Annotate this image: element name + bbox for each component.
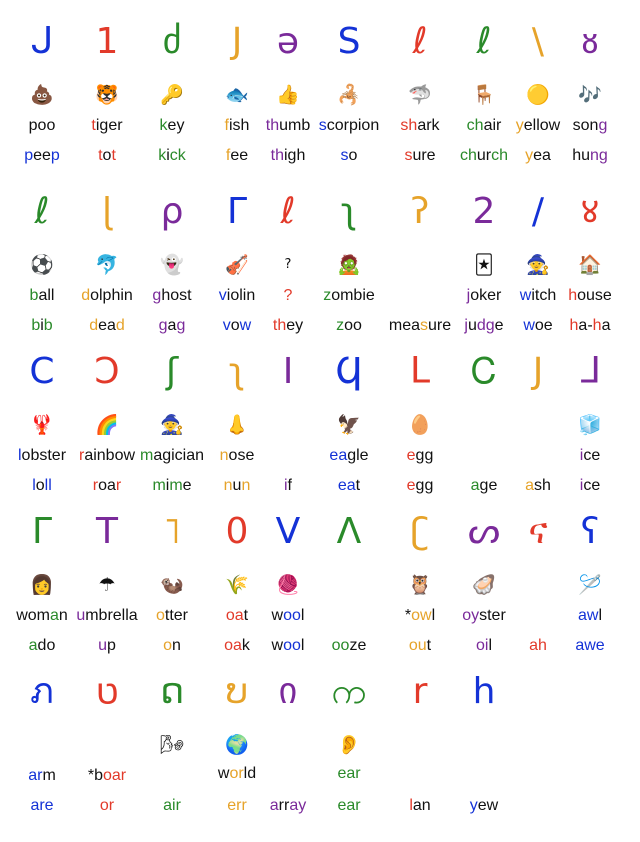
witch-icon: 🧙 <box>526 254 550 276</box>
example-word <box>538 606 640 626</box>
word-segment: air <box>163 797 181 814</box>
word-segment: g <box>176 317 186 334</box>
word-segment: j <box>466 287 471 304</box>
word-segment: i <box>165 477 170 494</box>
word-segment: g <box>158 317 168 334</box>
letter-glyph: ℓ <box>280 191 296 232</box>
word-segment: z <box>323 287 332 304</box>
word-segment: th <box>272 317 287 334</box>
word-segment: dg <box>476 317 495 334</box>
word-segment: ea <box>329 447 348 464</box>
word-segment: ure <box>428 317 452 334</box>
word-segment: ey <box>286 317 304 334</box>
letter-glyph: ʅ <box>228 351 246 392</box>
rainbow-icon: 🌈 <box>95 414 119 436</box>
word-segment: i <box>166 147 170 164</box>
word-segment: itch <box>531 287 557 304</box>
word-segment: wom <box>16 607 50 624</box>
word-segment: n <box>172 637 181 654</box>
letter-glyph: C <box>29 351 55 392</box>
question-icon: ? <box>284 257 292 272</box>
example-word <box>538 116 640 136</box>
key-icon: 🔑 <box>160 84 184 106</box>
word-segment: ure <box>412 147 436 164</box>
word-segment: f <box>224 117 229 134</box>
word-segment: rr <box>278 797 290 814</box>
word-segment: m <box>139 447 154 464</box>
letter-cell <box>452 672 516 822</box>
word-segment: oa <box>224 637 242 654</box>
word-segment: t <box>98 147 103 164</box>
word-segment: e <box>406 477 416 494</box>
word-segment: ainbow <box>84 447 136 464</box>
word-segment: poo <box>28 117 56 134</box>
music-notes-icon: 🎶 <box>578 84 602 106</box>
soccer-ball-icon: ⚽ <box>30 254 54 276</box>
word-segment: o <box>155 607 165 624</box>
word-segment: ch <box>491 147 509 164</box>
word-segment: oa <box>225 607 244 624</box>
word-segment: ce <box>583 477 601 494</box>
word-segment: m <box>42 767 56 784</box>
house-icon: 🏠 <box>578 254 602 276</box>
word-segment: * <box>404 607 412 624</box>
letter-glyph: \ <box>531 21 545 62</box>
letter-glyph: ρ <box>160 191 184 232</box>
zombie-icon: 🧟 <box>337 254 361 276</box>
word-segment: air <box>483 117 502 134</box>
word-segment: b <box>29 287 39 304</box>
word-segment: d <box>81 287 91 304</box>
word-segment: t <box>91 117 96 134</box>
word-segment: n <box>241 477 251 494</box>
word-segment: k <box>159 117 168 134</box>
word-segment: e <box>182 477 192 494</box>
word-segment: v <box>218 287 227 304</box>
word-segment: ar <box>28 767 43 784</box>
word-segment: t <box>426 637 432 654</box>
word-segment: n <box>219 447 229 464</box>
letter-glyph: ʅ <box>340 191 358 232</box>
letter-glyph: V <box>275 511 301 552</box>
letter-cell <box>558 22 622 172</box>
scorpion-icon: 🦂 <box>337 84 361 106</box>
word-segment: o <box>35 477 45 494</box>
word-segment: ce <box>583 447 601 464</box>
sound-word <box>538 636 640 656</box>
letter-glyph: ᔕ <box>467 511 501 552</box>
word-segment: b <box>43 317 53 334</box>
word-segment: ee <box>33 147 51 164</box>
letter-glyph: h <box>472 671 496 712</box>
shark-icon: 🦈 <box>408 84 432 106</box>
letter-glyph: ɭ <box>101 191 113 232</box>
letter-glyph: ი <box>278 671 298 712</box>
word-segment: olphin <box>90 287 133 304</box>
word-segment: s <box>340 147 349 164</box>
word-segment: a <box>525 477 534 494</box>
letter-glyph: က <box>331 671 367 712</box>
word-segment: hu <box>572 147 590 164</box>
word-segment: r <box>92 477 99 494</box>
word-segment: w <box>519 287 532 304</box>
word-segment: ur <box>476 147 492 164</box>
word-segment: f <box>287 477 292 494</box>
example-word <box>297 286 401 306</box>
word-segment: ll <box>44 477 52 494</box>
letter-glyph: Ꮯ <box>471 351 497 392</box>
word-segment: oker <box>470 287 502 304</box>
word-segment: l <box>431 607 436 624</box>
sound-word <box>432 796 536 816</box>
word-segment: l <box>300 607 305 624</box>
word-segment: p <box>50 147 60 164</box>
word-segment: i <box>40 317 44 334</box>
word-segment: o <box>163 637 172 654</box>
nose-icon: 👃 <box>225 414 249 436</box>
word-segment: m <box>169 477 183 494</box>
word-segment: host <box>161 287 192 304</box>
letter-cell <box>558 192 622 342</box>
word-segment: ah <box>529 637 547 654</box>
word-segment: y <box>469 797 478 814</box>
letter-glyph: ʃ <box>165 351 179 392</box>
word-segment: mbrella <box>85 607 138 624</box>
word-segment: o <box>348 147 358 164</box>
word-segment: w <box>217 765 230 782</box>
word-segment: m <box>152 477 166 494</box>
chair-icon: 🪑 <box>472 84 496 106</box>
word-segment: u <box>467 317 477 334</box>
letter-glyph: Λ <box>336 511 362 552</box>
word-segment: y <box>515 117 524 134</box>
word-segment: igh <box>283 147 306 164</box>
letter-glyph: ט <box>95 671 119 712</box>
word-segment: n <box>223 477 233 494</box>
word-segment: ear <box>337 765 361 782</box>
letter-glyph: ძ <box>162 21 182 62</box>
word-segment: awe <box>575 637 605 654</box>
word-segment: gg <box>415 477 434 494</box>
word-segment: i <box>283 477 288 494</box>
letter-glyph: / <box>531 191 545 232</box>
word-segment: ea <box>533 147 551 164</box>
word-segment: i <box>579 477 584 494</box>
word-segment: or <box>99 797 115 814</box>
word-segment: agician <box>153 447 205 464</box>
word-segment: ge <box>479 477 498 494</box>
word-segment: ng <box>590 147 608 164</box>
word-segment: err <box>227 797 247 814</box>
letter-glyph: ʕ <box>580 511 600 552</box>
awl-needle-icon: 🪡 <box>578 574 602 596</box>
word-segment: g <box>598 117 608 134</box>
word-segment: d <box>89 317 99 334</box>
word-segment: a <box>470 477 480 494</box>
word-segment: oo <box>344 317 362 334</box>
word-segment: u <box>98 637 107 654</box>
word-segment: *b <box>87 767 103 784</box>
word-segment: k <box>241 637 250 654</box>
word-segment: f <box>225 147 231 164</box>
letter-glyph: Ϥ <box>335 351 363 392</box>
letter-glyph: Γ <box>31 511 53 552</box>
sound-word <box>538 476 640 496</box>
sound-word <box>538 316 640 336</box>
word-segment: ish <box>229 117 250 134</box>
word-segment: ch <box>466 117 484 134</box>
word-segment: o <box>102 147 112 164</box>
word-segment: s <box>420 317 428 334</box>
word-segment: oi <box>475 637 489 654</box>
word-segment: t <box>355 477 361 494</box>
letter-glyph: ᒧ <box>579 351 601 392</box>
word-segment: l <box>17 447 22 464</box>
letter-glyph: ə <box>276 21 300 62</box>
word-segment: th <box>265 117 280 134</box>
wind-icon: 🌬 <box>159 734 185 756</box>
word-segment: a- <box>578 317 593 334</box>
word-segment: ck <box>169 147 186 164</box>
sound-word <box>538 146 640 166</box>
word-segment: ea <box>98 317 116 334</box>
word-segment: oe <box>534 317 553 334</box>
letter-glyph: ℓ <box>476 21 492 62</box>
word-segment: do <box>37 637 56 654</box>
word-segment: h <box>568 287 578 304</box>
word-segment: ea <box>337 477 356 494</box>
example-word <box>538 446 640 466</box>
word-segment: s <box>318 117 327 134</box>
tiger-icon: 🐯 <box>95 84 119 106</box>
letter-glyph: Γ <box>226 191 248 232</box>
word-segment: l <box>488 637 492 654</box>
word-segment: ey <box>167 117 185 134</box>
letter-glyph: ດ <box>159 671 185 712</box>
word-segment: l <box>32 477 36 494</box>
word-segment: oa <box>98 477 116 494</box>
word-segment: h <box>569 317 579 334</box>
word-segment: ose <box>228 447 255 464</box>
word-segment: mea <box>388 317 420 334</box>
word-segment: an <box>412 797 431 814</box>
letter-glyph: Ɔ <box>94 351 120 392</box>
word-segment: obster <box>21 447 67 464</box>
dolphin-icon: 🐬 <box>95 254 119 276</box>
word-segment: v <box>222 317 231 334</box>
word-segment: are <box>30 797 54 814</box>
word-segment: all <box>38 287 55 304</box>
letter-glyph: T <box>96 511 118 552</box>
woman-icon: 👩 <box>30 574 54 596</box>
word-segment: w <box>271 607 284 624</box>
thumbs-up-icon: 👍 <box>276 84 300 106</box>
letter-glyph: ภ <box>30 671 54 712</box>
word-segment: w <box>523 317 535 334</box>
joker-card-icon: 🃏 <box>474 254 494 276</box>
word-segment: iolin <box>226 287 256 304</box>
word-segment: ze <box>349 637 367 654</box>
letter-glyph: 2 <box>472 191 496 232</box>
word-segment: ? <box>283 287 293 304</box>
word-segment: ay <box>289 797 307 814</box>
letter-glyph: J <box>532 351 544 392</box>
word-segment: n <box>58 607 68 624</box>
word-segment: l <box>409 797 413 814</box>
word-segment: u <box>232 477 242 494</box>
word-segment: th <box>270 147 284 164</box>
word-segment: a <box>49 607 59 624</box>
word-segment: ch <box>459 147 477 164</box>
word-segment: w <box>271 637 284 654</box>
word-segment: ark <box>417 117 440 134</box>
word-segment: a <box>601 317 611 334</box>
word-segment: t <box>111 147 116 164</box>
word-segment: s <box>404 147 413 164</box>
word-segment: oo <box>331 637 350 654</box>
word-segment: ouse <box>577 287 612 304</box>
letter-glyph: I <box>282 351 294 392</box>
word-segment: oy <box>462 607 480 624</box>
word-segment: ld <box>243 765 257 782</box>
word-segment: or <box>229 765 244 782</box>
word-segment: u <box>76 607 86 624</box>
egg-icon: 🥚 <box>408 414 432 436</box>
word-segment: l <box>598 607 602 624</box>
letter-glyph: ᴕ <box>581 21 599 62</box>
letter-glyph: ᒍ <box>30 21 54 62</box>
word-segment: tter <box>164 607 189 624</box>
oat-plant-icon: 🌾 <box>225 574 249 596</box>
word-segment: l <box>300 637 305 654</box>
umbrella-icon: ☂ <box>98 574 116 596</box>
word-segment: ew <box>477 797 499 814</box>
globe-icon: 🌍 <box>225 734 249 756</box>
letter-glyph: J <box>231 21 243 62</box>
letter-glyph: ᒪ <box>409 351 431 392</box>
word-segment: sh <box>534 477 551 494</box>
letter-glyph: ℓ <box>412 21 428 62</box>
word-segment: w <box>239 317 252 334</box>
word-segment: oo <box>283 607 301 624</box>
ear-icon: 👂 <box>337 734 361 756</box>
yellow-circle-icon: 🟡 <box>526 84 550 106</box>
example-word <box>538 286 640 306</box>
word-segment: i <box>579 447 584 464</box>
word-segment: a <box>269 797 279 814</box>
eagle-icon: 🦅 <box>337 414 361 436</box>
word-segment: y <box>525 147 534 164</box>
oyster-icon: 🦪 <box>472 574 496 596</box>
owl-icon: 🦉 <box>408 574 432 596</box>
letter-glyph: ४ <box>580 191 600 232</box>
word-segment: iger <box>95 117 123 134</box>
word-segment: corpion <box>326 117 380 134</box>
ice-cube-icon: 🧊 <box>578 414 602 436</box>
word-segment: r <box>115 477 122 494</box>
letter-cell <box>558 512 622 662</box>
word-segment: sh <box>400 117 418 134</box>
word-segment: ster <box>479 607 506 624</box>
word-segment: a <box>28 637 38 654</box>
word-segment: gg <box>415 447 434 464</box>
word-segment: p <box>107 637 116 654</box>
wool-ball-icon: 🧶 <box>276 574 300 596</box>
word-segment: e <box>406 447 416 464</box>
word-segment: r <box>78 447 85 464</box>
letter-glyph: ና <box>528 511 548 552</box>
word-segment: g <box>152 287 162 304</box>
word-segment: ow <box>411 607 432 624</box>
example-word <box>297 764 401 784</box>
word-segment: a <box>167 317 177 334</box>
letter-glyph: 0 <box>225 511 249 552</box>
word-segment: ear <box>337 797 361 814</box>
otter-icon: 🦦 <box>160 574 184 596</box>
letter-glyph: ℓ <box>34 191 50 232</box>
letter-cell <box>558 352 622 502</box>
magician-icon: 🧙 <box>160 414 184 436</box>
word-segment: gle <box>347 447 369 464</box>
violin-icon: 🎻 <box>225 254 249 276</box>
word-segment: h <box>592 317 602 334</box>
ghost-icon: 👻 <box>160 254 184 276</box>
letter-glyph: 1 <box>95 21 119 62</box>
word-segment: o <box>230 317 240 334</box>
letter-glyph: ບ <box>225 671 249 712</box>
letter-glyph: ˥ <box>163 511 181 552</box>
word-segment: oar <box>103 767 127 784</box>
word-segment: ou <box>408 637 427 654</box>
poo-icon: 💩 <box>30 84 54 106</box>
word-segment: k <box>158 147 167 164</box>
word-segment: p <box>24 147 34 164</box>
word-segment: aw <box>577 607 599 624</box>
fish-icon: 🐟 <box>225 84 249 106</box>
word-segment: d <box>115 317 125 334</box>
letter-glyph: ʗ <box>410 511 430 552</box>
letter-glyph: r <box>412 671 428 712</box>
word-segment: j <box>464 317 468 334</box>
word-segment: ellow <box>523 117 561 134</box>
word-segment: e <box>494 317 504 334</box>
word-segment: b <box>31 317 41 334</box>
letter-glyph: ʔ <box>410 191 430 232</box>
word-segment: z <box>336 317 345 334</box>
word-segment: ombie <box>331 287 375 304</box>
lobster-icon: 🦞 <box>30 414 54 436</box>
word-segment: son <box>572 117 599 134</box>
word-segment: oo <box>283 637 301 654</box>
word-segment: umb <box>279 117 311 134</box>
letter-glyph: S <box>337 21 361 62</box>
word-segment: t <box>243 607 249 624</box>
word-segment: ee <box>230 147 249 164</box>
